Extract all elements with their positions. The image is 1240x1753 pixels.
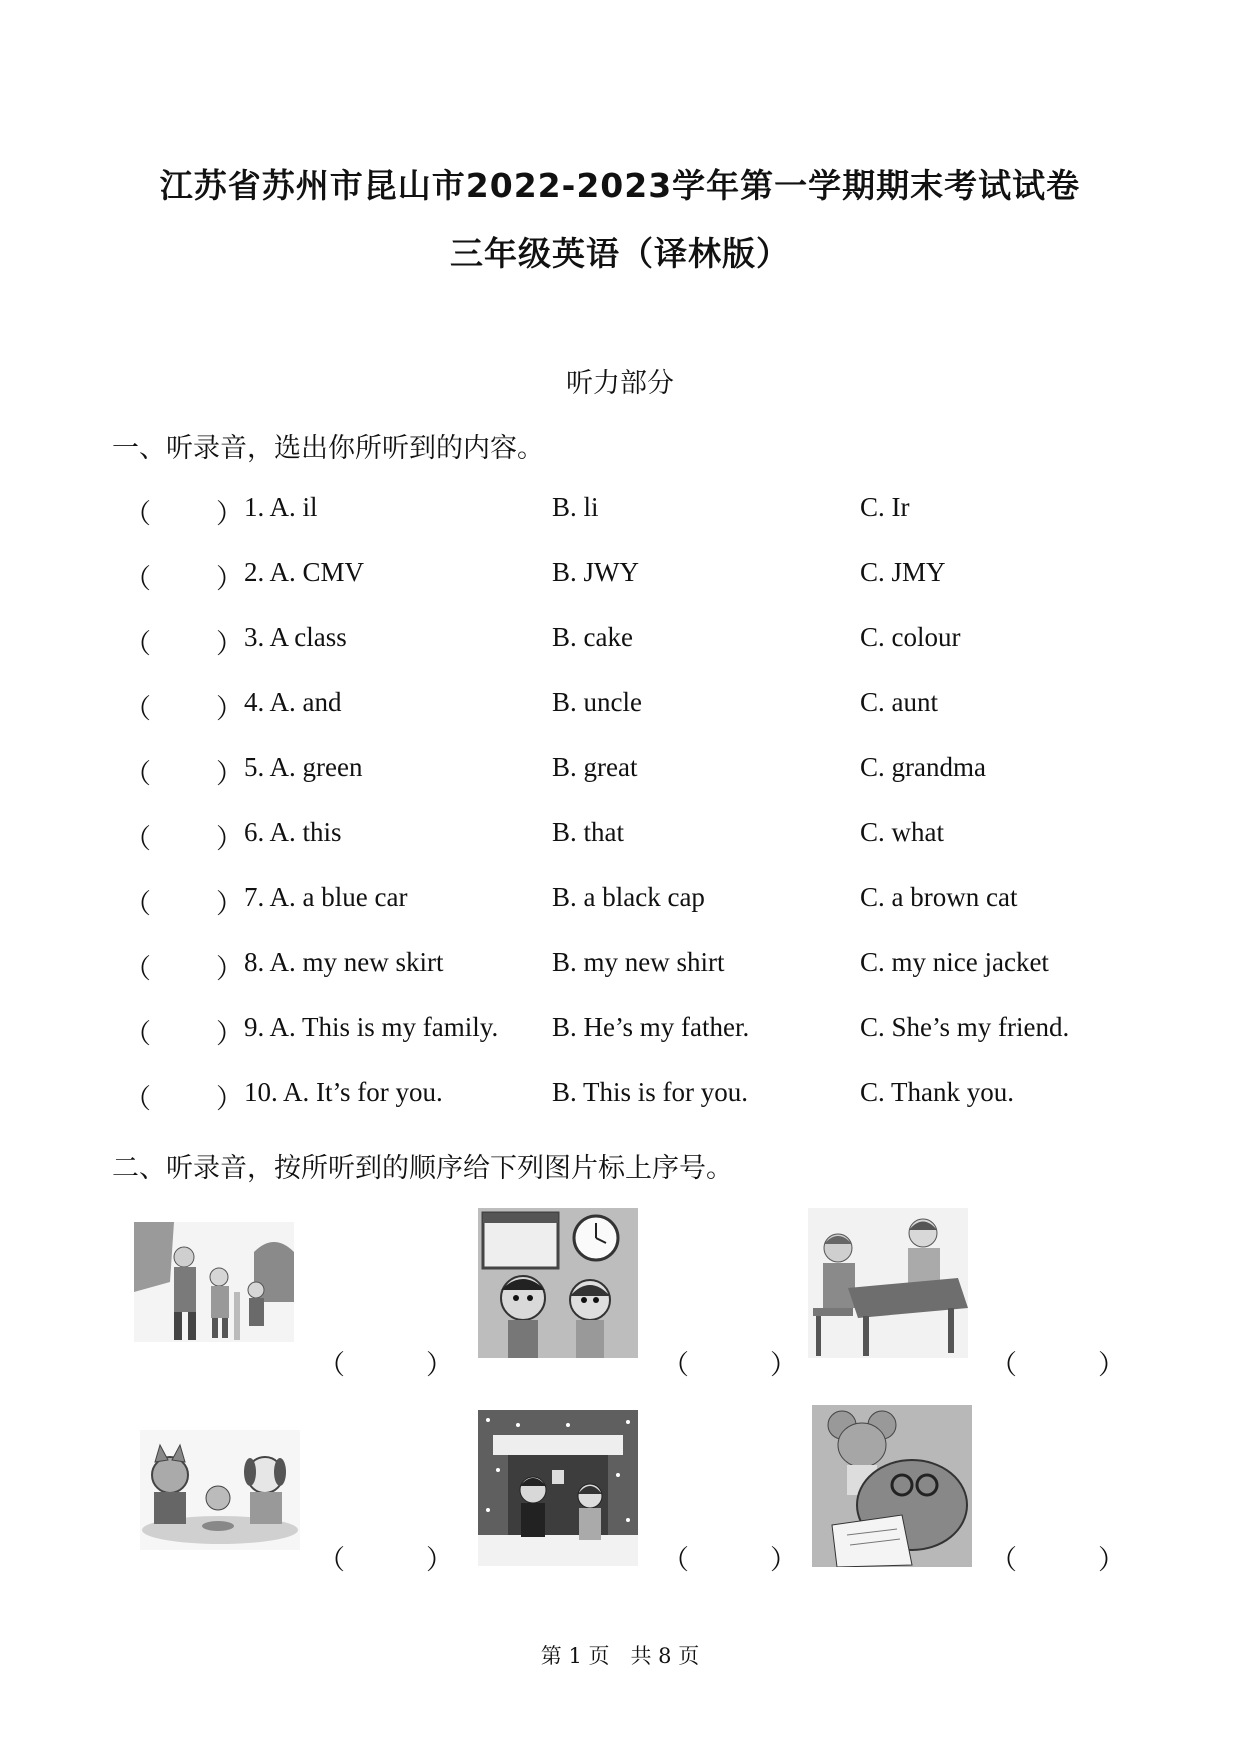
answer-paren-open: （	[124, 824, 151, 854]
option-b: B. a black cap	[552, 882, 705, 912]
question-row	[0, 622, 1240, 662]
answer-paren-open: （	[124, 1019, 151, 1049]
page-number: 第 1 页 共 8 页	[540, 1644, 700, 1668]
listening-section-label: 听力部分	[566, 368, 674, 399]
question-row	[0, 817, 1240, 857]
children-clock-picture	[478, 1208, 638, 1358]
option-c: C. a brown cat	[860, 882, 1018, 912]
question-row	[0, 882, 1240, 922]
question-row	[0, 687, 1240, 727]
question-row	[0, 557, 1240, 597]
option-c: C. Ir	[860, 492, 910, 522]
option-c: C. She’s my friend.	[860, 1012, 1070, 1042]
option-a: 6. A. this	[244, 817, 342, 847]
answer-blank: （ ）	[990, 1350, 1125, 1380]
option-a: 8. A. my new skirt	[244, 947, 444, 977]
option-a: 1. A. il	[244, 492, 318, 522]
answer-blank: （ ）	[662, 1350, 797, 1380]
answer-paren-close: ）	[216, 1019, 243, 1049]
answer-paren-open: （	[124, 629, 151, 659]
answer-blank: （ ）	[318, 1350, 453, 1380]
option-b: B. JWY	[552, 557, 639, 587]
answer-paren-close: ）	[216, 889, 243, 919]
section2-heading: 二、听录音，按所听到的顺序给下列图片标上序号。	[112, 1153, 733, 1184]
answer-blank: （ ）	[990, 1545, 1125, 1575]
question-row	[0, 492, 1240, 532]
option-c: C. grandma	[860, 752, 986, 782]
option-b: B. This is for you.	[552, 1077, 749, 1107]
option-b: B. li	[552, 492, 599, 522]
mouse-reading-picture	[812, 1405, 972, 1567]
answer-paren-close: ）	[216, 694, 243, 724]
answer-paren-open: （	[124, 954, 151, 984]
answer-paren-open: （	[124, 1084, 151, 1114]
exam-subtitle: 三年级英语（译林版）	[450, 234, 790, 273]
answer-blank: （ ）	[318, 1545, 453, 1575]
question-row	[0, 752, 1240, 792]
snow-gate-picture	[478, 1410, 638, 1566]
option-a: 7. A. a blue car	[244, 882, 408, 912]
option-a: 5. A. green	[244, 752, 363, 782]
answer-paren-close: ）	[216, 1084, 243, 1114]
answer-paren-open: （	[124, 759, 151, 789]
option-c: C. my nice jacket	[860, 947, 1049, 977]
option-b: B. my new shirt	[552, 947, 725, 977]
option-a: 4. A. and	[244, 687, 342, 717]
answer-paren-close: ）	[216, 759, 243, 789]
animals-picnic-picture	[140, 1430, 300, 1550]
question-row	[0, 1012, 1240, 1052]
option-c: C. JMY	[860, 557, 946, 587]
answer-blank: （ ）	[662, 1545, 797, 1575]
exam-title: 江苏省苏州市昆山市2022-2023学年第一学期期末考试试卷	[159, 166, 1081, 205]
option-b: B. He’s my father.	[552, 1012, 750, 1042]
answer-paren-open: （	[124, 499, 151, 529]
question-row	[0, 947, 1240, 987]
option-b: B. great	[552, 752, 638, 782]
option-b: B. that	[552, 817, 624, 847]
option-c: C. aunt	[860, 687, 938, 717]
answer-paren-close: ）	[216, 824, 243, 854]
option-a: 2. A. CMV	[244, 557, 365, 587]
answer-paren-open: （	[124, 694, 151, 724]
answer-paren-open: （	[124, 564, 151, 594]
answer-paren-close: ）	[216, 564, 243, 594]
option-c: C. Thank you.	[860, 1077, 1014, 1107]
option-c: C. colour	[860, 622, 961, 652]
option-b: B. uncle	[552, 687, 642, 717]
section1-heading: 一、听录音，选出你所听到的内容。	[112, 433, 544, 464]
option-b: B. cake	[552, 622, 633, 652]
question-row	[0, 1077, 1240, 1117]
option-c: C. what	[860, 817, 944, 847]
classroom-boys-picture	[808, 1208, 968, 1358]
answer-paren-close: ）	[216, 629, 243, 659]
answer-paren-open: （	[124, 889, 151, 919]
answer-paren-close: ）	[216, 499, 243, 529]
option-a: 9. A. This is my family.	[244, 1012, 499, 1042]
option-a: 10. A. It’s for you.	[244, 1077, 443, 1107]
option-a: 3. A class	[244, 622, 347, 652]
answer-paren-close: ）	[216, 954, 243, 984]
family-walk-picture	[134, 1222, 294, 1342]
